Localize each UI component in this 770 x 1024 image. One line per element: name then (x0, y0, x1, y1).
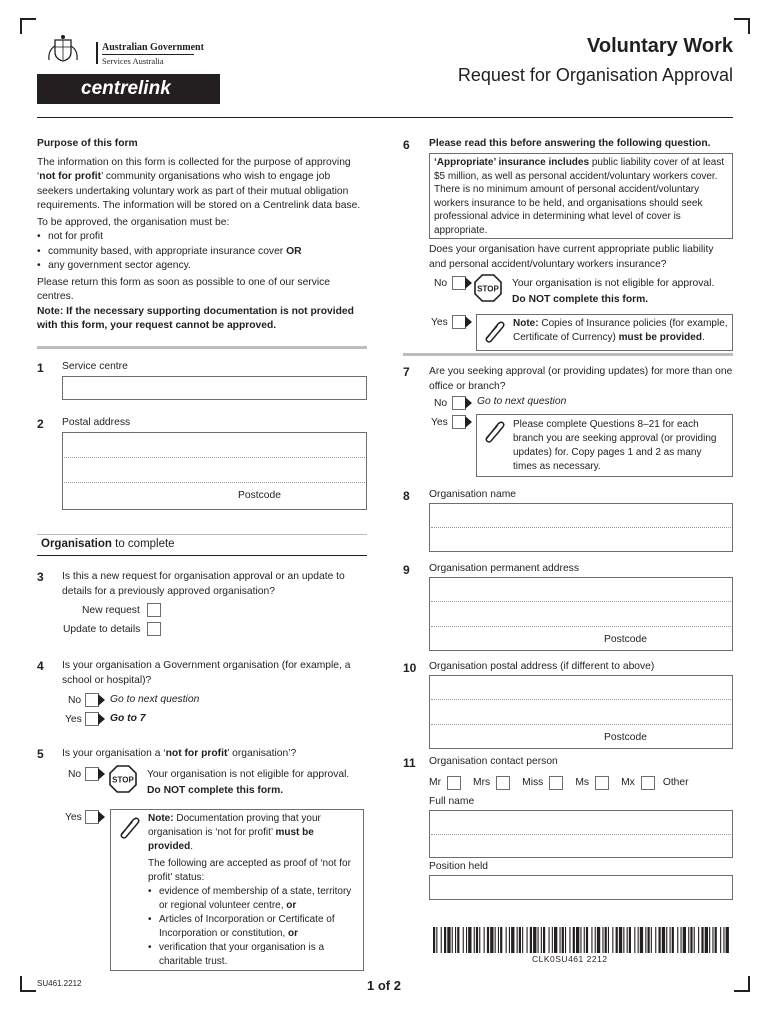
title-mrs-checkbox[interactable] (496, 776, 510, 790)
barcode-bar (651, 927, 652, 953)
barcode-bar (479, 927, 480, 953)
barcode-bar (634, 927, 635, 953)
barcode-bar (474, 927, 475, 953)
barcode-bar (672, 927, 674, 953)
barcode-bar (463, 927, 464, 953)
barcode-bar (517, 927, 518, 953)
page-title: Voluntary Work (587, 35, 733, 57)
q5-no-message-bold: Do NOT complete this form. (147, 784, 284, 796)
barcode-bar (705, 927, 708, 953)
q6-no-message (512, 277, 734, 307)
barcode-bar (562, 927, 564, 953)
barcode-bar (605, 927, 607, 953)
stop-sign-icon (474, 274, 502, 302)
name-line (431, 834, 731, 835)
postcode-label: Postcode (604, 634, 647, 645)
insurance-info-bold: ‘Appropriate’ insurance includes (434, 157, 590, 168)
approve-bullet-2 (37, 245, 367, 260)
barcode-bar (640, 927, 643, 953)
address-line (64, 457, 365, 458)
permanent-address-input[interactable] (429, 577, 733, 651)
q5-proof-item (148, 885, 360, 913)
paperclip-icon (481, 318, 507, 344)
barcode-bar (455, 927, 456, 953)
postal-address-input[interactable] (62, 432, 367, 510)
q6-yes-checkbox[interactable] (452, 315, 466, 329)
organisation-section-title (41, 538, 175, 550)
update-details-label: Update to details (63, 624, 141, 635)
barcode-bar (677, 927, 678, 953)
q5-proof-item (148, 913, 360, 941)
q7-no-action: Go to next question (477, 396, 567, 407)
q5-note-end: . (190, 841, 194, 852)
barcode-bar (560, 927, 561, 953)
q5-proof-2: Articles of Incorporation or Certificate of Incorporation or constitution, (159, 914, 335, 939)
q6-note-label: Note: (513, 318, 539, 329)
q5-no-label: No (68, 769, 82, 780)
barcode-bar (468, 927, 471, 953)
q1-label: Service centre (62, 361, 128, 372)
gov-name: Australian Government (102, 42, 204, 53)
purpose-text-a: The information on this form is collected for the purpose of approving ‘ (37, 156, 351, 182)
gov-agency: Services Australia (102, 56, 164, 66)
barcode-bar (500, 927, 502, 953)
q5-note-para (148, 812, 360, 854)
insurance-info-text: public liability cover of at least $5 million, as well as personal accident/voluntary workers cover. There is no minimum amount of personal accident/voluntary workers insurance to be held, and organisations should seek professional advice in determining what level of cover is appropriate. (434, 157, 725, 236)
q6-yes-label: Yes (431, 317, 448, 328)
barcode-bar (522, 927, 523, 953)
q5-note-a: Documentation proving that your organisation is ‘not for profit’ (148, 813, 321, 838)
q7-yes-label: Yes (431, 417, 448, 428)
purpose-text-b: ’ community organisations who wish to engage job seekers undertaking voluntary work as part of their mutual obligation requirements. The information will be stored on a Centrelink data base. (37, 171, 361, 211)
title-other-label: Other (662, 777, 689, 788)
q4-no-label: No (68, 695, 82, 706)
barcode-bar (519, 927, 521, 953)
approve-bullet-1: • not for profit (37, 230, 367, 245)
title-options (429, 776, 689, 791)
page-number: 1 of 2 (367, 978, 401, 993)
crop-mark-top-left (20, 18, 36, 34)
q10-number: 10 (403, 661, 417, 675)
q6-note-bold: must be provided (618, 332, 702, 343)
new-request-label: New request (82, 605, 140, 616)
barcode-bar (648, 927, 650, 953)
q7-text: Are you seeking approval (or providing updates) for more than one office or branch? (429, 366, 733, 392)
title-mr-checkbox[interactable] (447, 776, 461, 790)
postcode-label: Postcode (604, 732, 647, 743)
barcode-bar (586, 927, 588, 953)
title-ms-label: Ms (575, 777, 590, 788)
barcode-bar (726, 927, 729, 953)
barcode-bar (584, 927, 585, 953)
barcode-bar (638, 927, 639, 953)
crop-mark-bottom-right (734, 976, 750, 992)
crop-mark-bottom-left (20, 976, 36, 992)
approve-list (37, 230, 367, 274)
barcode-bar (457, 927, 459, 953)
section-title-rest: to complete (111, 538, 175, 550)
barcode-bar (715, 927, 717, 953)
centrelink-logo: centrelink (37, 74, 220, 104)
arrow-right-icon (98, 694, 105, 706)
address-line (431, 601, 731, 602)
address-line (431, 724, 731, 725)
barcode-bar (619, 927, 622, 953)
barcode-bar (595, 927, 596, 953)
q3-number: 3 (37, 570, 44, 584)
q5-text-bold: not for profit (165, 748, 228, 759)
arrow-right-icon (465, 316, 472, 328)
barcode-bar (623, 927, 624, 953)
arrow-right-icon (465, 397, 472, 409)
approve-bullet-3: • any government sector agency. (37, 259, 367, 274)
barcode-bar (666, 927, 667, 953)
barcode-bar (602, 927, 603, 953)
section-rule (37, 346, 367, 349)
barcode-bar (670, 927, 671, 953)
barcode-bar (549, 927, 550, 953)
coat-of-arms-icon (46, 34, 80, 64)
postcode-label: Postcode (238, 490, 281, 501)
barcode-bar (436, 927, 437, 953)
q6-note-body: Copies of Insurance policies (for example, Certificate of Currency) (513, 318, 728, 343)
barcode-bar (597, 927, 600, 953)
q5-note-label: Note: (148, 813, 174, 824)
q8-number: 8 (403, 489, 410, 503)
q6-question: Does your organisation have current appropriate public liability and personal accident/voluntary workers insurance? (429, 244, 714, 270)
barcode-bar (662, 927, 665, 953)
form-code: SU461.2212 (37, 979, 82, 988)
approve-bullet-2-or: OR (286, 245, 302, 257)
arrow-right-icon (465, 416, 472, 428)
q3-text: Is this a new request for organisation approval or an update to details for a previously approved organisation? (62, 571, 345, 597)
barcode-bar (552, 927, 553, 953)
full-name-label: Full name (429, 796, 475, 807)
title-miss-checkbox[interactable] (549, 776, 563, 790)
approve-intro: To be approved, the organisation must be: (37, 216, 230, 228)
barcode-bar (466, 927, 467, 953)
q4-yes-label: Yes (65, 714, 82, 725)
q5-number: 5 (37, 747, 44, 761)
barcode-bar (612, 927, 613, 953)
q5-proof-1-or: or (286, 900, 297, 911)
position-held-input[interactable] (429, 875, 733, 900)
q6-heading: Please read this before answering the following question. (429, 138, 711, 149)
barcode-bar (538, 927, 539, 953)
barcode-bar (490, 927, 493, 953)
barcode-bar (723, 927, 724, 953)
q5-proof-list (148, 885, 360, 969)
title-ms-checkbox[interactable] (595, 776, 609, 790)
purpose-text-bold: not for profit (39, 171, 102, 182)
barcode-bar (447, 927, 450, 953)
barcode-bar (655, 927, 656, 953)
barcode-bar (511, 927, 514, 953)
q6-no-checkbox[interactable] (452, 276, 466, 290)
new-request-option (82, 604, 140, 619)
barcode-bar (576, 927, 579, 953)
page-subtitle: Request for Organisation Approval (457, 65, 733, 85)
barcode-bar (541, 927, 542, 953)
q6-no-label: No (434, 278, 448, 289)
barcode-bar (533, 927, 536, 953)
barcode-bar (487, 927, 489, 953)
q5-proof-1: evidence of membership of a state, territory or regional volunteer centre, (159, 886, 352, 911)
q5-yes-checkbox[interactable] (85, 810, 99, 824)
q6-note-text (513, 317, 731, 345)
q7-yes-checkbox[interactable] (452, 415, 466, 429)
barcode-bar (498, 927, 499, 953)
title-mx-checkbox[interactable] (641, 776, 655, 790)
barcode-bar (659, 927, 661, 953)
arrow-right-icon (98, 768, 105, 780)
barcode-bar (527, 927, 528, 953)
q7-no-checkbox[interactable] (452, 396, 466, 410)
barcode-bar (554, 927, 557, 953)
purpose-heading: Purpose of this form (37, 138, 138, 149)
header-rule (37, 117, 733, 118)
barcode-bar (720, 927, 721, 953)
position-held-label: Position held (429, 861, 488, 872)
q5-no-message (147, 768, 367, 798)
barcode-bar (591, 927, 592, 953)
barcode-bar (530, 927, 532, 953)
barcode-bar (608, 927, 609, 953)
section-rule (403, 353, 733, 356)
service-centre-input[interactable] (62, 376, 367, 400)
title-mrs-label: Mrs (473, 777, 491, 788)
barcode-bar (569, 927, 570, 953)
stop-sign-icon (109, 765, 137, 793)
barcode-bar (452, 927, 453, 953)
barcode-bar (441, 927, 442, 953)
new-request-checkbox[interactable] (147, 603, 161, 617)
q2-label: Postal address (62, 417, 131, 428)
address-line (64, 482, 365, 483)
q5-note-bold: must be provided (148, 827, 314, 852)
update-details-checkbox[interactable] (147, 622, 161, 636)
purpose-note: Note: If the necessary supporting documentation is not provided with this form, your request cannot be approved. (37, 305, 354, 331)
q5-text (62, 747, 296, 762)
q5-yes-label: Yes (65, 812, 82, 823)
name-line (431, 527, 731, 528)
barcode-bar (444, 927, 446, 953)
arrow-right-icon (98, 811, 105, 823)
section-title-bold: Organisation (41, 538, 112, 550)
q5-no-checkbox[interactable] (85, 767, 99, 781)
q9-label: Organisation permanent address (429, 563, 579, 574)
stop-sign-text: STOP (112, 775, 134, 785)
q7-yes-message: Please complete Questions 8–21 for each branch you are seeking approval (or providing updates) for. Copy pages 1 and 2 as many times as necessary. (513, 419, 717, 472)
return-text: Please return this form as soon as possible to one of our service centres. (37, 276, 331, 302)
q2-number: 2 (37, 417, 44, 431)
insurance-info (434, 156, 728, 238)
barcode-bar (484, 927, 485, 953)
address-line (431, 626, 731, 627)
barcode-bar (681, 927, 682, 953)
q7-number: 7 (403, 365, 410, 379)
q6-no-message-bold: Do NOT complete this form. (512, 293, 649, 305)
address-line (431, 699, 731, 700)
title-mr-label: Mr (429, 777, 442, 788)
barcode-bar (433, 927, 435, 953)
barcode-bar (698, 927, 699, 953)
barcode-text: CLK0SU461 2212 (532, 954, 608, 964)
barcode-bar (506, 927, 507, 953)
q11-number: 11 (403, 756, 416, 770)
barcode (433, 927, 730, 953)
barcode-bar (616, 927, 618, 953)
approve-bullet-2-text: community based, with appropriate insurance cover (48, 245, 287, 257)
barcode-bar (694, 927, 695, 953)
title-miss-label: Miss (522, 777, 544, 788)
barcode-bar (701, 927, 703, 953)
purpose-section (37, 137, 367, 334)
q5-text-a: Is your organisation a ‘ (62, 748, 166, 759)
q5-proof-2-or: or (287, 928, 298, 939)
barcode-bar (476, 927, 478, 953)
org-postal-address-input[interactable] (429, 675, 733, 749)
q6-note-end: . (701, 332, 705, 343)
q5-accepted-text: The following are accepted as proof of ‘not for profit’ status: (148, 858, 351, 883)
q10-label: Organisation postal address (if different to above) (429, 661, 655, 672)
paperclip-icon (116, 814, 142, 840)
q5-proof-item: • verification that your organisation is a charitable trust. (148, 941, 360, 969)
header-divider (96, 42, 98, 64)
q5-note-text (148, 812, 360, 969)
barcode-bar (495, 927, 496, 953)
barcode-bar (688, 927, 689, 953)
crop-mark-top-right (734, 18, 750, 34)
stop-sign-text: STOP (477, 284, 499, 294)
q6-number: 6 (403, 138, 410, 152)
gov-rule (102, 54, 194, 55)
barcode-bar (543, 927, 545, 953)
arrow-right-icon (98, 713, 105, 725)
q4-number: 4 (37, 659, 44, 673)
q5-no-message-text: Your organisation is not eligible for approval. (147, 769, 350, 780)
barcode-bar (627, 927, 628, 953)
barcode-bar (709, 927, 710, 953)
barcode-bar (565, 927, 566, 953)
barcode-bar (712, 927, 713, 953)
barcode-bar (629, 927, 631, 953)
q11-label: Organisation contact person (429, 756, 558, 767)
q8-label: Organisation name (429, 489, 517, 500)
purpose-paragraph (37, 156, 367, 214)
q4-no-action: Go to next question (110, 694, 200, 705)
paperclip-icon (481, 418, 507, 444)
barcode-bar (683, 927, 686, 953)
q4-yes-action: Go to 7 (110, 713, 146, 724)
q5-text-b: ’ organisation’? (227, 748, 297, 759)
q4-text: Is your organisation a Government organisation (for example, a school or hospital)? (62, 660, 351, 686)
barcode-bar (580, 927, 581, 953)
barcode-bar (690, 927, 692, 953)
q9-number: 9 (403, 563, 410, 577)
q4-no-checkbox[interactable] (85, 693, 99, 707)
title-mx-label: Mx (621, 777, 635, 788)
arrow-right-icon (465, 277, 472, 289)
barcode-bar (509, 927, 510, 953)
q4-yes-checkbox[interactable] (85, 712, 99, 726)
q6-no-message-text: Your organisation is not eligible for approval. (512, 278, 715, 289)
barcode-bar (645, 927, 646, 953)
barcode-bar (573, 927, 575, 953)
q7-no-label: No (434, 398, 448, 409)
q1-number: 1 (37, 361, 44, 375)
